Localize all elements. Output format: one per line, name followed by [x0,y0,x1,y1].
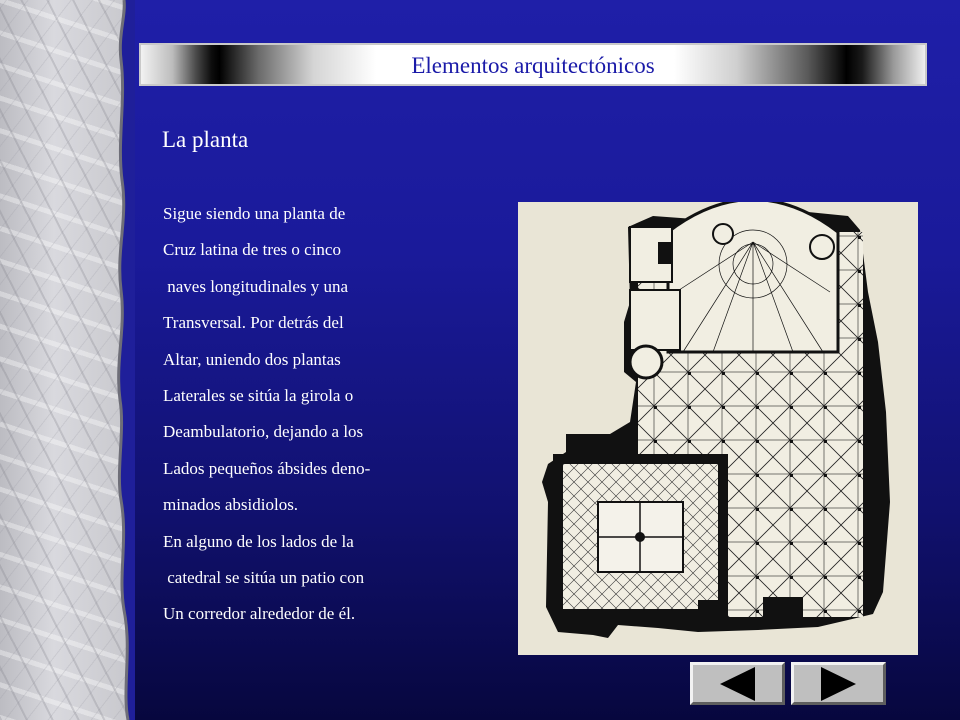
marble-edge-decoration [0,0,135,720]
body-line: Transversal. Por detrás del [163,313,344,333]
body-line: Deambulatorio, dejando a los [163,422,364,442]
body-line: minados absidiolos. [163,495,299,515]
section-heading: La planta [162,127,249,152]
body-line: Un corredor alrededor de él. [163,604,356,624]
body-line: En alguno de los lados de la [163,531,354,551]
triangle-left-icon [720,667,755,701]
body-line: catedral se sitúa un patio con [163,567,365,587]
previous-slide-button[interactable] [690,662,785,705]
triangle-right-icon [821,667,856,701]
body-line: Altar, uniendo dos plantas [163,349,341,369]
body-line: Cruz latina de tres o cinco [163,240,341,260]
body-line: Laterales se sitúa la girola o [163,385,354,405]
body-line: Lados pequeños ábsides deno- [163,458,371,478]
title-bar [139,43,927,86]
floor-plan-image [518,202,918,655]
body-text [163,200,370,637]
page-title: Elementos arquitectónicos [411,52,655,78]
body-line: naves longitudinales y una [163,276,349,296]
next-slide-button[interactable] [791,662,886,705]
body-line: Sigue siendo una planta de [163,204,346,223]
